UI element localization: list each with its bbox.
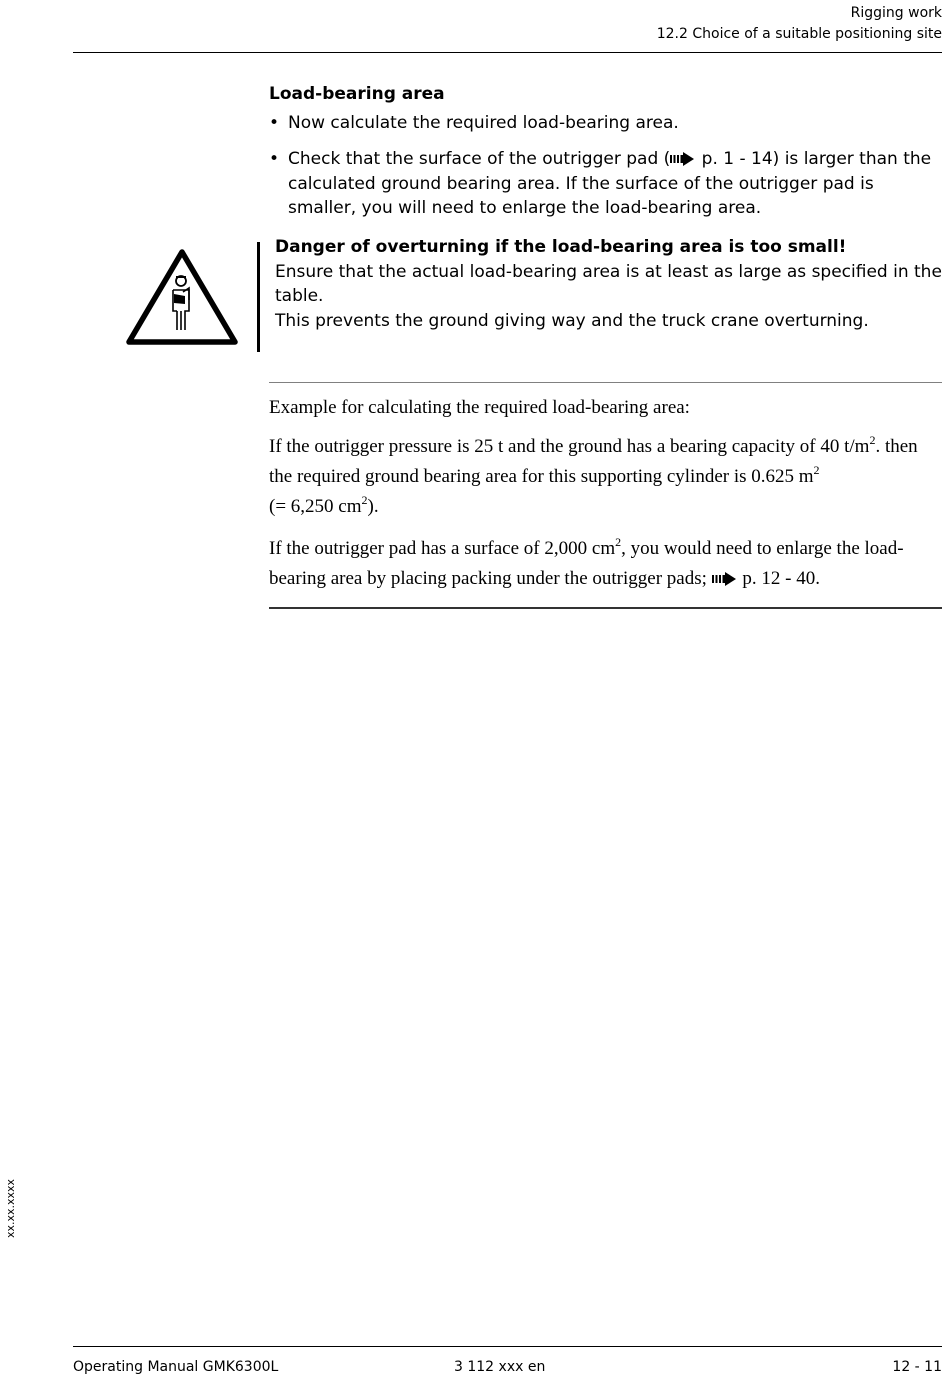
cross-reference-arrow-icon bbox=[670, 152, 696, 166]
warning-text: Ensure that the actual load-bearing area is at least as large as specified in the table. bbox=[275, 261, 942, 306]
bullet-text-part: p. 1 - 14) is larger than the calculated ground bearing area. If the surface of the outrigger pad is smaller, you will need to enlarge the load-bearing area. bbox=[288, 149, 932, 218]
footer-page-number: 12 - 11 bbox=[892, 1359, 942, 1375]
bullet-text: Now calculate the required load-bearing area. bbox=[288, 113, 679, 133]
example-text: If the outrigger pad has a surface of 2,000 cm bbox=[269, 538, 616, 559]
footer-manual-title: Operating Manual GMK6300L bbox=[73, 1359, 279, 1375]
example-paragraph bbox=[269, 534, 942, 594]
page-header bbox=[657, 3, 942, 45]
bullet-dot: • bbox=[269, 149, 280, 169]
side-code: xx.xx.xxxx bbox=[4, 1178, 17, 1238]
example-bottom-rule bbox=[269, 607, 942, 609]
danger-warning-triangle-icon bbox=[125, 246, 239, 346]
bullet-text bbox=[288, 147, 942, 221]
superscript: 2 bbox=[813, 463, 820, 477]
cross-reference-arrow-icon bbox=[712, 572, 738, 586]
example-text: . then the required ground bearing area for this supporting cylinder is 0.625 m bbox=[269, 436, 918, 487]
superscript: 2 bbox=[615, 535, 622, 549]
warning-text: This prevents the ground giving way and the truck crane overturning. bbox=[275, 310, 869, 331]
warning-block bbox=[275, 235, 942, 333]
example-top-rule bbox=[269, 382, 942, 383]
example-paragraph bbox=[269, 432, 942, 522]
footer-rule bbox=[73, 1346, 942, 1347]
example-text: ). bbox=[367, 496, 379, 517]
section-title: Load-bearing area bbox=[269, 84, 445, 104]
header-chapter: Rigging work bbox=[850, 5, 942, 21]
example-text: p. 12 - 40. bbox=[737, 568, 820, 589]
superscript: 2 bbox=[869, 433, 876, 447]
example-text: , you would need to enlarge the load-bearing area by placing packing under the outrigger pads; bbox=[269, 538, 904, 589]
bullet-item bbox=[269, 147, 942, 221]
example-text: (= 6,250 cm bbox=[269, 496, 362, 517]
example-text: If the outrigger pressure is 25 t and the ground has a bearing capacity of 40 t/m bbox=[269, 436, 870, 457]
bullet-dot: • bbox=[269, 113, 280, 133]
warning-bar bbox=[257, 242, 260, 352]
bullet-item bbox=[269, 111, 942, 136]
superscript: 2 bbox=[361, 493, 368, 507]
bullet-text-part: Check that the surface of the outrigger pad ( bbox=[288, 149, 671, 169]
warning-title: Danger of overturning if the load-bearing area is too small! bbox=[275, 237, 847, 257]
header-section: 12.2 Choice of a suitable positioning site bbox=[656, 26, 942, 42]
example-intro: Example for calculating the required load-bearing area: bbox=[269, 397, 690, 418]
footer-document-number: 3 112 xxx en bbox=[454, 1359, 546, 1375]
header-rule bbox=[73, 52, 942, 53]
